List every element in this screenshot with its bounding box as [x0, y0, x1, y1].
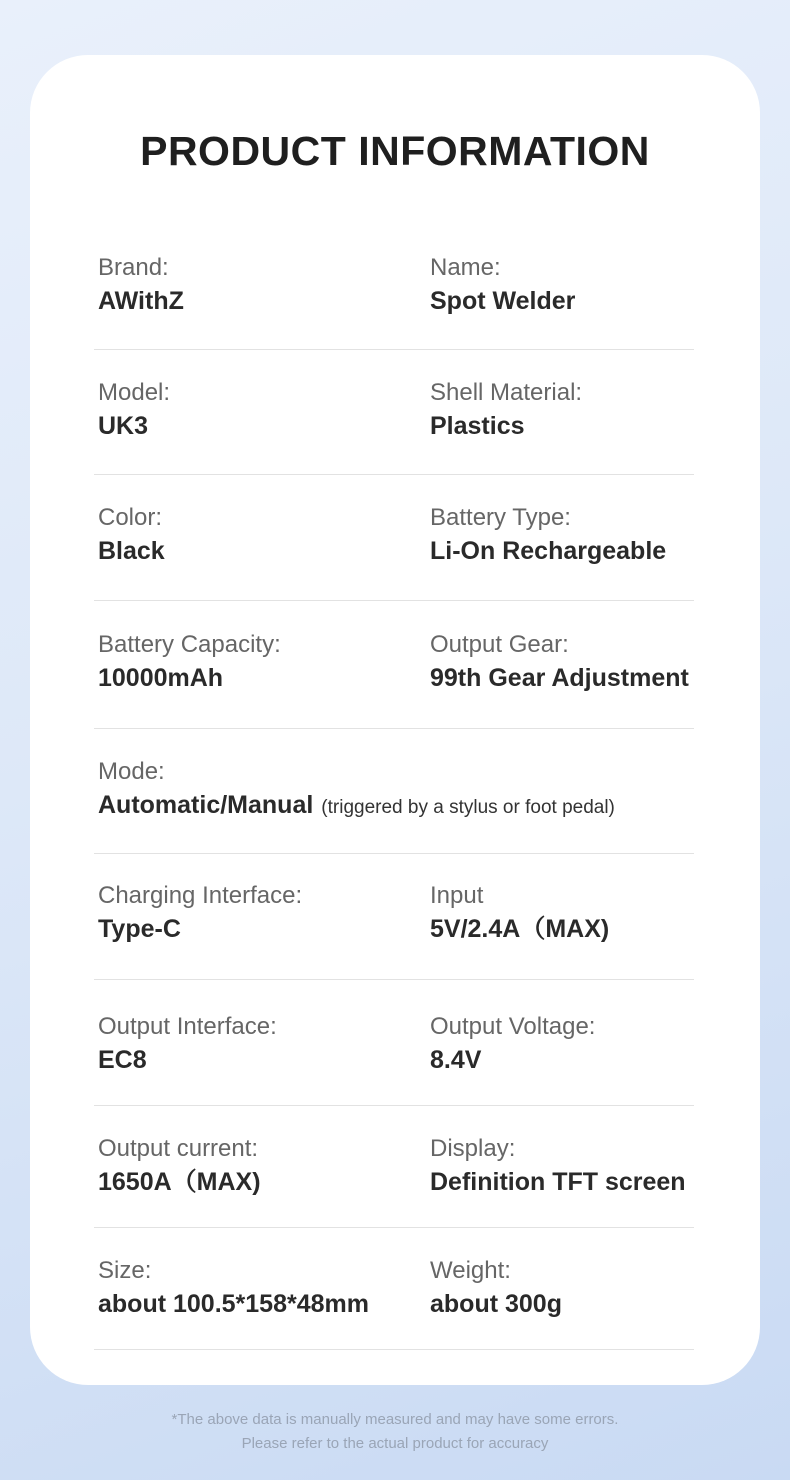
- spec-value: 5V/2.4A（MAX): [430, 915, 610, 943]
- spec-label: Output Interface:: [98, 1013, 277, 1040]
- spec-output-current: [98, 1134, 261, 1198]
- spec-row: [94, 1012, 694, 1106]
- spec-label: Charging Interface:: [98, 882, 303, 909]
- spec-label: Name:: [430, 254, 501, 281]
- spec-value: Plastics: [430, 412, 525, 440]
- spec-label: Color:: [98, 504, 163, 531]
- disclaimer-line: Please refer to the actual product for accuracy: [241, 1435, 549, 1452]
- spec-label: Output current:: [98, 1135, 259, 1162]
- spec-brand: [98, 253, 184, 317]
- spec-value: 99th Gear Adjustment: [430, 664, 689, 692]
- spec-output-voltage: [430, 1012, 595, 1076]
- page-title: PRODUCT INFORMATION: [140, 128, 650, 174]
- spec-value: Type-C: [98, 915, 181, 943]
- spec-label: Battery Type:: [430, 504, 571, 531]
- spec-output-gear: [430, 630, 689, 694]
- spec-label: Output Gear:: [430, 631, 569, 658]
- spec-value: 8.4V: [430, 1046, 482, 1074]
- spec-value: Definition TFT screen: [430, 1168, 686, 1196]
- spec-value: AWithZ: [98, 287, 184, 315]
- spec-row: [94, 1134, 694, 1228]
- spec-row: [94, 1256, 694, 1350]
- spec-battery-type: [430, 503, 666, 567]
- spec-name: [430, 253, 575, 317]
- spec-mode: [98, 757, 615, 824]
- spec-size: [98, 1256, 369, 1320]
- spec-label: Weight:: [430, 1257, 511, 1284]
- spec-battery-capacity: [98, 630, 281, 694]
- spec-value: 10000mAh: [98, 664, 224, 692]
- spec-value: Spot Welder: [430, 287, 576, 315]
- spec-label: Output Voltage:: [430, 1013, 596, 1040]
- spec-row: [94, 503, 694, 601]
- spec-label: Shell Material:: [430, 379, 583, 406]
- spec-value: 1650A（MAX): [98, 1168, 261, 1196]
- spec-row: [94, 378, 694, 475]
- spec-output-interface: [98, 1012, 277, 1076]
- spec-note: (triggered by a stylus or foot pedal): [321, 797, 615, 818]
- spec-value: UK3: [98, 412, 149, 440]
- spec-shell-material: [430, 378, 582, 442]
- spec-value: about 300g: [430, 1290, 562, 1318]
- spec-color: [98, 503, 165, 567]
- spec-value-main: Automatic/Manual: [98, 791, 314, 819]
- spec-value: Black: [98, 537, 165, 565]
- spec-model: [98, 378, 170, 442]
- spec-weight: [430, 1256, 562, 1320]
- spec-label: Display:: [430, 1135, 516, 1162]
- spec-value: Li-On Rechargeable: [430, 537, 667, 565]
- spec-label: Brand:: [98, 254, 169, 281]
- spec-row: [94, 630, 694, 729]
- spec-label: Battery Capacity:: [98, 631, 281, 658]
- spec-display: [430, 1134, 686, 1198]
- spec-row: [94, 881, 694, 980]
- spec-value: EC8: [98, 1046, 147, 1074]
- spec-value: about 100.5*158*48mm: [98, 1290, 369, 1318]
- spec-label: Size:: [98, 1257, 152, 1284]
- spec-label: Model:: [98, 379, 171, 406]
- spec-value: [98, 789, 615, 824]
- spec-row: [94, 757, 694, 854]
- disclaimer: [0, 1408, 790, 1456]
- spec-label: Input: [430, 882, 484, 909]
- spec-input: [430, 881, 609, 945]
- spec-label: Mode:: [98, 758, 165, 785]
- spec-charging-interface: [98, 881, 302, 945]
- spec-row: [94, 253, 694, 350]
- disclaimer-line: *The above data is manually measured and may have some errors.: [171, 1411, 619, 1428]
